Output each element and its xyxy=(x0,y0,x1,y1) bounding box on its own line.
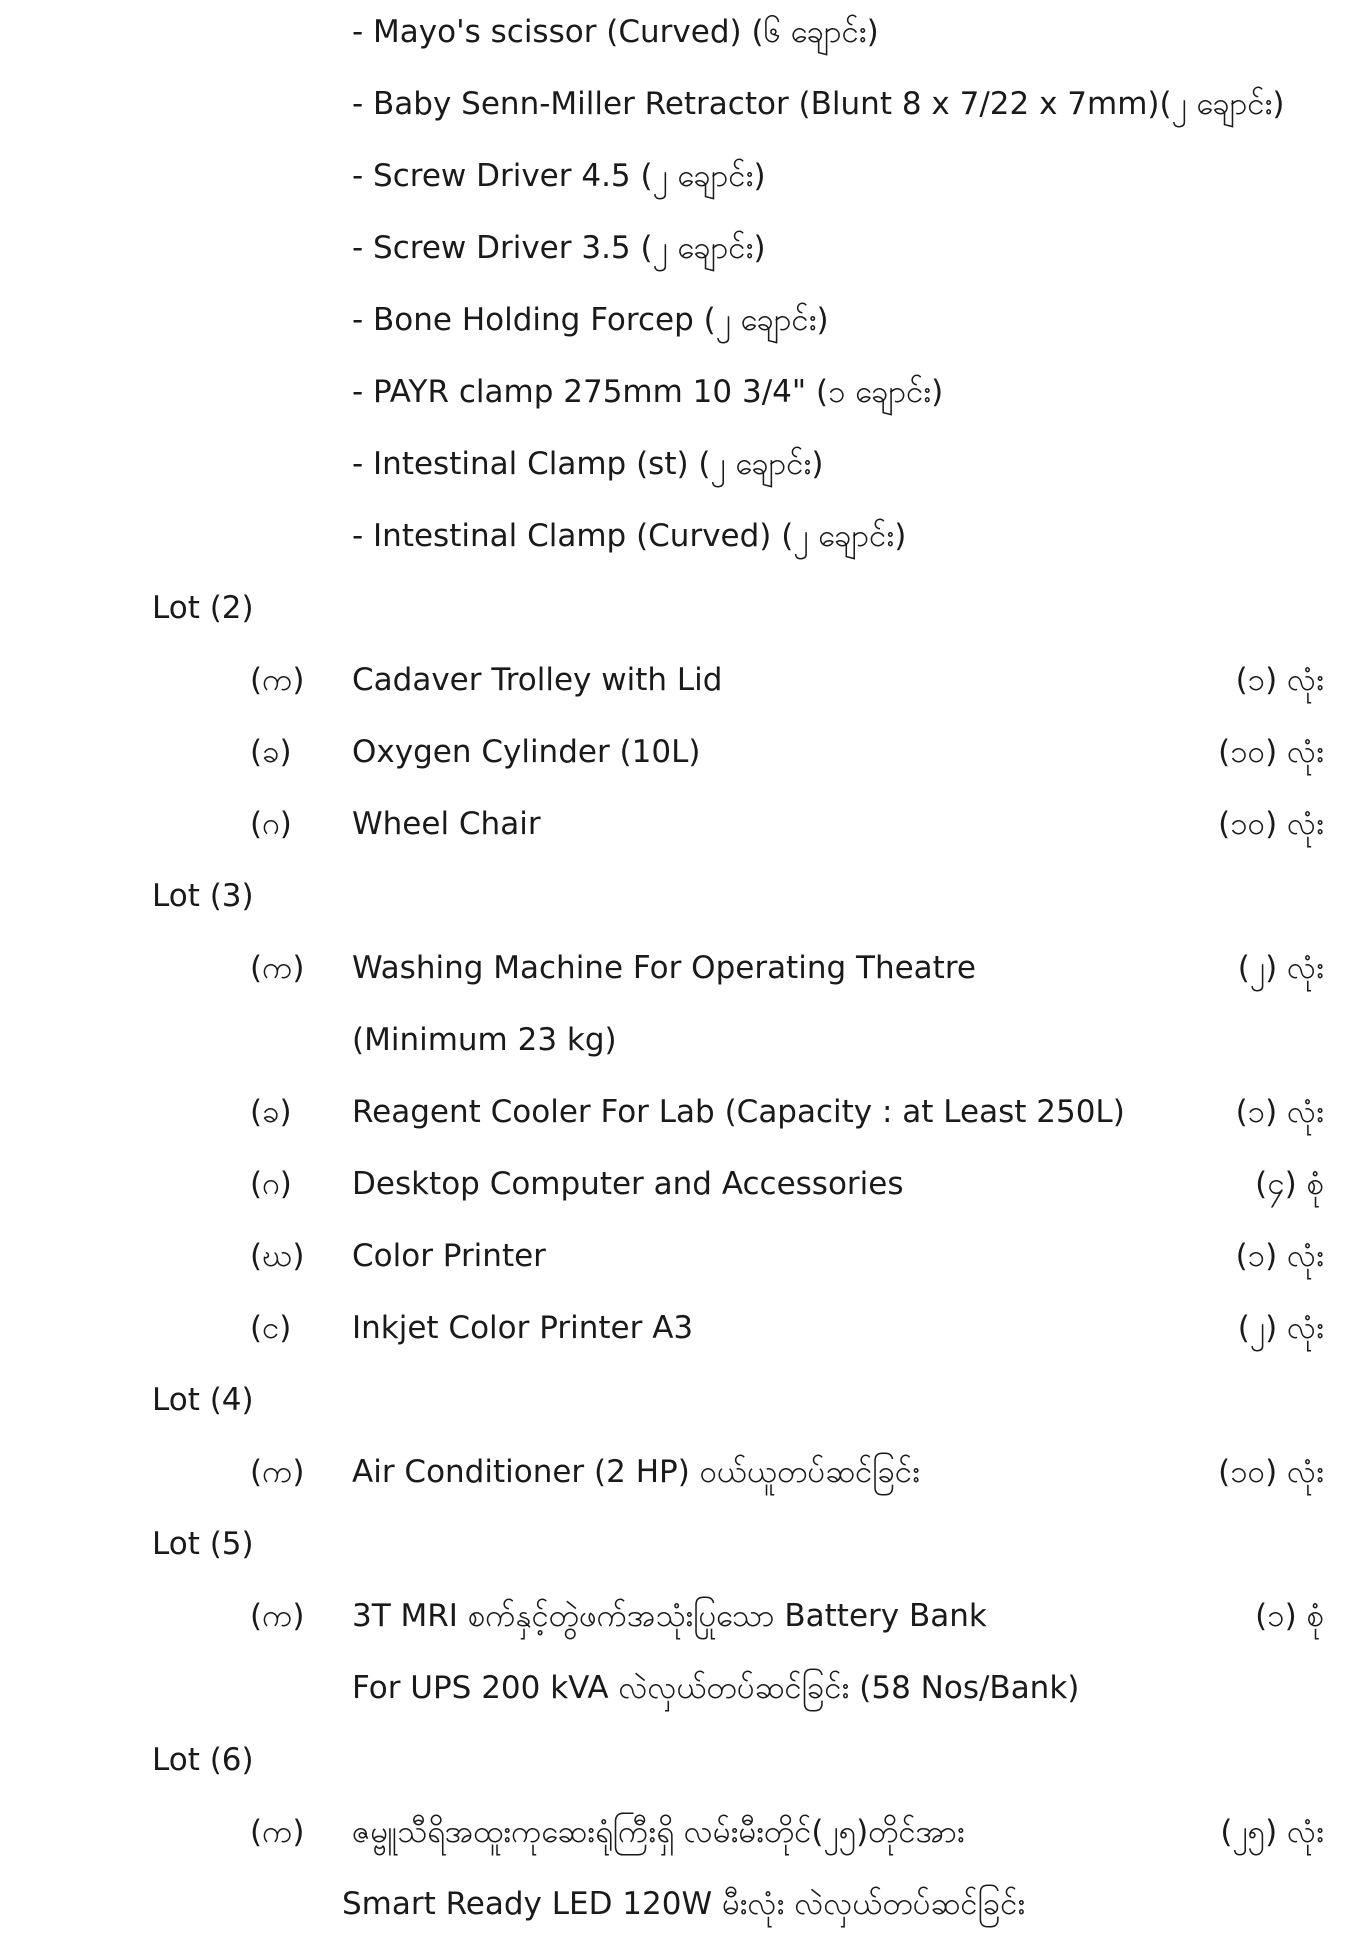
item-quantity: (၄) စုံ xyxy=(1255,1166,1324,1202)
item-description-continued: (Minimum 23 kg) xyxy=(352,1022,617,1058)
lot-title: Lot (3) xyxy=(152,878,254,914)
item-description: Air Conditioner (2 HP) ဝယ်ယူတပ်ဆင်ခြင်း xyxy=(352,1454,920,1490)
instrument-item: - Mayo's scissor (Curved) (၆ ချောင်း) xyxy=(352,14,879,50)
item-label: (ဂ) xyxy=(250,1166,292,1202)
lot-title: Lot (5) xyxy=(152,1526,254,1562)
item-description: ဇမ္ဗူသီရိအထူးကုဆေးရုံကြီးရှိ လမ်းမီးတိုင်(၂၅)တိုင်အား xyxy=(352,1814,965,1850)
item-description: Desktop Computer and Accessories xyxy=(352,1166,904,1202)
item-description: 3T MRI စက်နှင့်တွဲဖက်အသုံးပြုသော Battery Bank xyxy=(352,1598,987,1634)
item-label: (ခ) xyxy=(250,1094,292,1130)
instrument-item: - Bone Holding Forcep (၂ ချောင်း) xyxy=(352,302,829,338)
item-label: (ခ) xyxy=(250,734,292,770)
item-quantity: (၂) လုံး xyxy=(1237,1310,1324,1346)
item-description: Color Printer xyxy=(352,1238,546,1274)
lot-title: Lot (4) xyxy=(152,1382,254,1418)
item-description: Inkjet Color Printer A3 xyxy=(352,1310,694,1346)
item-label: (ဂ) xyxy=(250,806,292,842)
lot-title: Lot (6) xyxy=(152,1742,254,1778)
item-quantity: (၂) လုံး xyxy=(1237,950,1324,986)
item-quantity: (၁၀) လုံး xyxy=(1218,734,1324,770)
item-quantity: (၁) လုံး xyxy=(1235,1238,1324,1274)
item-label: (ဃ) xyxy=(250,1238,305,1274)
item-label: (က) xyxy=(250,1598,305,1634)
item-quantity: (၁) စုံ xyxy=(1255,1598,1324,1634)
instrument-item: - Screw Driver 4.5 (၂ ချောင်း) xyxy=(352,158,766,194)
item-description: Washing Machine For Operating Theatre xyxy=(352,950,976,986)
item-label: (င) xyxy=(250,1310,292,1346)
instrument-item: - Screw Driver 3.5 (၂ ချောင်း) xyxy=(352,230,766,266)
instrument-item: - Intestinal Clamp (Curved) (၂ ချောင်း) xyxy=(352,518,907,554)
item-label: (က) xyxy=(250,950,305,986)
instrument-item: - Intestinal Clamp (st) (၂ ချောင်း) xyxy=(352,446,824,482)
instrument-item: - PAYR clamp 275mm 10 3/4" (၁ ချောင်း) xyxy=(352,374,944,410)
item-label: (က) xyxy=(250,1814,305,1850)
item-description-continued: For UPS 200 kVA လဲလှယ်တပ်ဆင်ခြင်း (58 Nos/Bank) xyxy=(352,1670,1080,1706)
instrument-item: - Baby Senn-Miller Retractor (Blunt 8 x 7/22 x 7mm)(၂ ချောင်း) xyxy=(352,86,1285,122)
item-description-continued: Smart Ready LED 120W မီးလုံး လဲလှယ်တပ်ဆင်ခြင်း xyxy=(342,1886,1026,1922)
item-quantity: (၁) လုံး xyxy=(1235,662,1324,698)
item-quantity: (၂၅) လုံး xyxy=(1220,1814,1324,1850)
item-description: Oxygen Cylinder (10L) xyxy=(352,734,701,770)
item-label: (က) xyxy=(250,1454,305,1490)
item-description: Cadaver Trolley with Lid xyxy=(352,662,723,698)
item-description: Wheel Chair xyxy=(352,806,541,842)
item-quantity: (၁၀) လုံး xyxy=(1218,1454,1324,1490)
item-description: Reagent Cooler For Lab (Capacity : at Least 250L) xyxy=(352,1094,1125,1130)
item-quantity: (၁၀) လုံး xyxy=(1218,806,1324,842)
item-label: (က) xyxy=(250,662,305,698)
lot-title: Lot (2) xyxy=(152,590,254,626)
item-quantity: (၁) လုံး xyxy=(1235,1094,1324,1130)
